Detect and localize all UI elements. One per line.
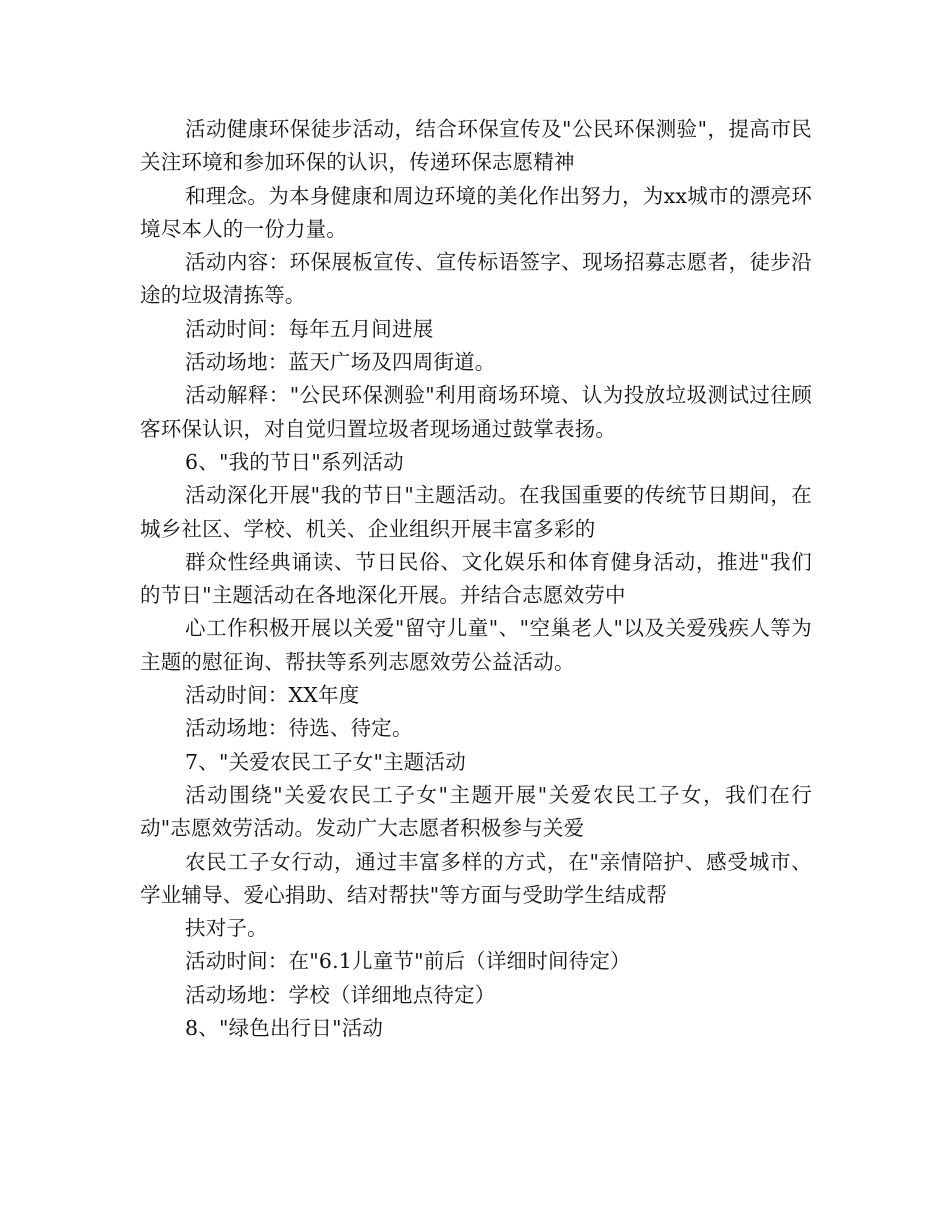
paragraph-16: 活动场地：学校（详细地点待定）: [185, 982, 496, 1007]
paragraph-6: 活动解释："公民环保测验"利用商场环境、认为投放垃圾测试过往顾客环保认识，对自觉归置垃圾者现场通过鼓掌表扬。: [140, 383, 812, 441]
paragraph-8: 群众性经典诵读、节日民俗、文化娱乐和体育健身活动，推进"我们的节日"主题活动在各地深化开展。并结合志愿效劳中: [140, 549, 812, 608]
paragraph-9: 心工作积极开展以关爱"留守儿童"、"空巢老人"以及关爱残疾人等为主题的慰征询、帮扶等系列志愿效劳公益活动。: [140, 616, 812, 674]
paragraph-1: 活动健康环保徒步活动，结合环保宣传及"公民环保测验"，提高市民关注环境和参加环保的认识，传递环保志愿精神: [140, 117, 812, 175]
paragraph-13: 农民工子女行动，通过丰富多样的方式，在"亲情陪护、感受城市、学业辅导、爱心捐助、结对帮扶"等方面与受助学生结成帮: [140, 849, 812, 907]
paragraph-5: 活动场地：蓝天广场及四周街道。: [185, 350, 496, 375]
paragraph-12: 活动围绕"关爱农民工子女"主题开展"关爱农民工子女，我们在行动"志愿效劳活动。发动广大志愿者积极参与关爱: [140, 782, 812, 841]
paragraph-14: 扶对子。: [185, 916, 268, 941]
paragraph-11: 活动场地：待选、待定。: [185, 716, 413, 741]
section-heading-7: 7、"关爱农民工子女"主题活动: [185, 749, 466, 774]
paragraph-10: 活动时间：XX年度: [185, 683, 360, 708]
document-body: [140, 113, 812, 1045]
paragraph-3: 活动内容：环保展板宣传、宣传标语签字、现场招募志愿者，徒步沿途的垃圾清拣等。: [140, 250, 812, 308]
section-heading-8: 8、"绿色出行日"活动: [185, 1016, 384, 1041]
paragraph-4: 活动时间：每年五月间进展: [185, 316, 434, 341]
section-heading-6: 6、"我的节日"系列活动: [185, 449, 404, 474]
paragraph-2: 和理念。为本身健康和周边环境的美化作出努力，为xx城市的漂亮环境尽本人的一份力量。: [140, 183, 812, 241]
paragraph-15: 活动时间：在"6.1儿童节"前后（详细时间待定）: [185, 949, 631, 974]
paragraph-7: 活动深化开展"我的节日"主题活动。在我国重要的传统节日期间，在城乡社区、学校、机关、企业组织开展丰富多彩的: [140, 483, 812, 541]
